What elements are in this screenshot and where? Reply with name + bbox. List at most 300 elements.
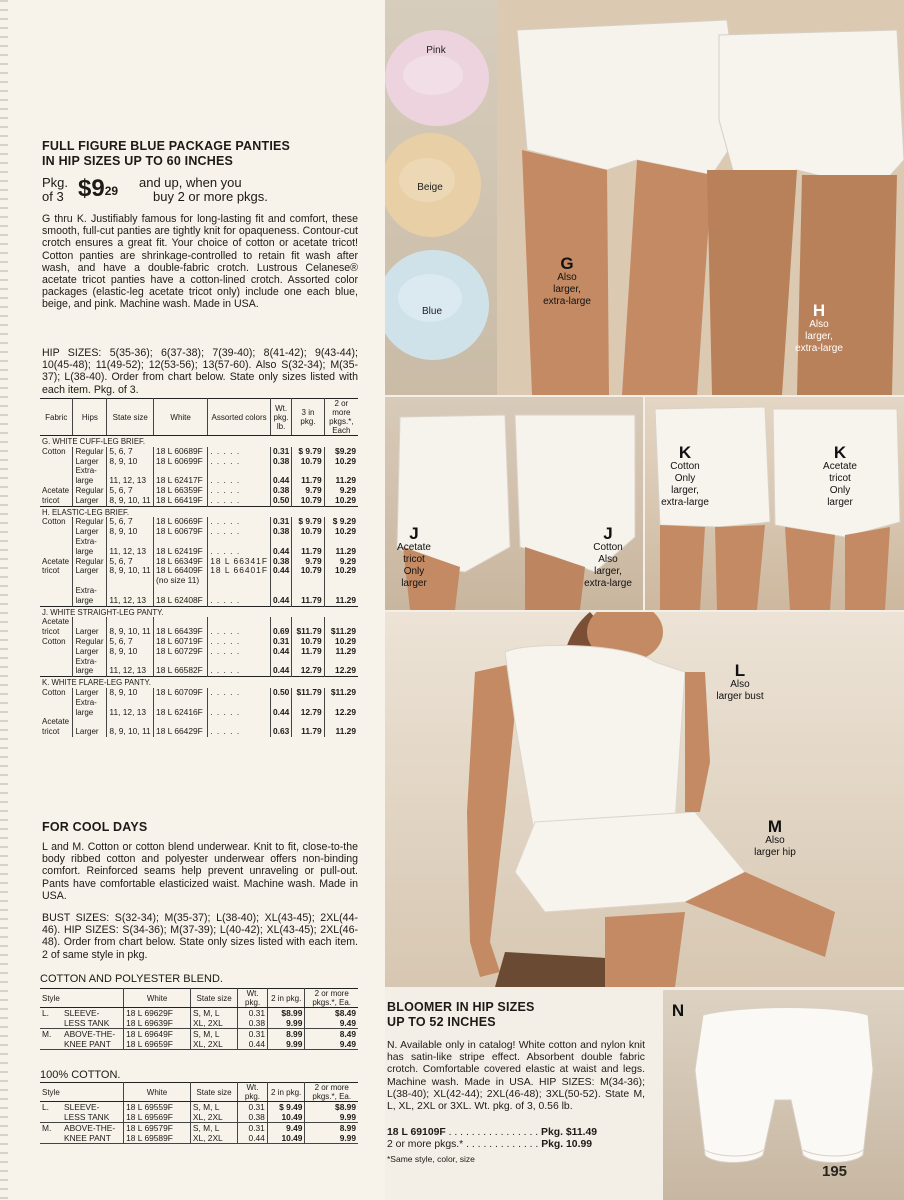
table-cell: 10.29: [335, 635, 356, 646]
caption-k2-line: larger: [827, 497, 853, 508]
table-cell: $9.29: [335, 445, 356, 456]
table-cell: 0.31: [238, 1029, 268, 1040]
panties-title-line1: FULL FIGURE BLUE PACKAGE PANTIES: [42, 139, 291, 153]
caption-k1: [650, 444, 720, 509]
caption-m-line: Also: [765, 835, 785, 846]
table-cell: 18 L 62416F: [154, 708, 208, 718]
table-cell: $11.29: [330, 626, 356, 637]
table-cell: 0.50: [270, 688, 291, 698]
table-cell: 8, 9, 10: [107, 527, 154, 537]
table-cell: Acetate: [40, 617, 73, 627]
table-cell: [40, 457, 73, 467]
caption-l-line: larger bust: [716, 691, 764, 702]
table-cell: $8.99: [335, 1102, 356, 1112]
table-cell: Acetate: [40, 717, 73, 727]
table-cell: 5, 6, 7: [107, 447, 154, 457]
price-cents: 29: [104, 184, 119, 198]
table-cell: [270, 576, 291, 586]
style-cell: [40, 1112, 124, 1123]
table-cell: 11.79: [292, 727, 324, 737]
col-style: Style: [40, 989, 124, 1008]
caption-j1-line: tricot: [403, 554, 425, 565]
table-cell: 9.49: [267, 1123, 305, 1134]
table-cell: 9.29: [339, 555, 356, 566]
style-name: SLEEVE-: [64, 1008, 100, 1018]
table-cell: 18 L 60699F: [154, 457, 208, 467]
col-fabric: Fabric: [40, 399, 73, 436]
table-cell: Acetate: [40, 557, 73, 567]
bloomer-title-line2: UP TO 52 INCHES: [387, 1015, 496, 1029]
table-cell: Extra-: [73, 537, 107, 547]
table-cell: 11.29: [335, 545, 356, 556]
table-cell: Larger: [73, 457, 107, 467]
panties-table-header: [40, 399, 358, 436]
col-3-in-pkg: 3 in pkg.: [292, 399, 324, 436]
table-cell: 18 L 66349F: [154, 557, 208, 567]
table-cell: 18 L 62408F: [154, 596, 208, 606]
table-cell: 18 L 66419F: [154, 496, 208, 506]
table-cell: [40, 647, 73, 657]
blend-subhead: COTTON AND POLYESTER BLEND.: [40, 973, 223, 985]
table-cell: 11.79: [292, 476, 324, 486]
table-cell: 9.49: [305, 1018, 358, 1029]
table-cell: S, M, L: [190, 1102, 237, 1113]
caption-k2-line: Only: [829, 485, 851, 496]
table-cell: 10.29: [335, 526, 356, 537]
table-cell: $8.99: [268, 1008, 305, 1019]
caption-j2-line: Also: [598, 554, 618, 565]
swatch-photo: [385, 0, 497, 395]
price-condition-line2: buy 2 or more pkgs.: [153, 189, 268, 204]
style-letter: M.: [42, 1029, 52, 1039]
panties-sizes: HIP SIZES: 5(35-36); 6(37-38); 7(39-40); 8(41-42); 9(43-44); 10(45-48); 11(49-52); 12(53-56); 13(57-60). Also S(32-34); M(35-37); L(38-40). Order from chart below. State only sizes listed with each item. Pkg. of 3.: [42, 347, 358, 396]
caption-j1-letter: J: [409, 524, 419, 543]
table-cell: tricot: [40, 627, 73, 637]
table-row: [40, 1029, 358, 1040]
table-row: [40, 527, 358, 537]
caption-m-line: larger hip: [754, 847, 796, 858]
table-cell: . . . . .: [208, 517, 271, 527]
table-cell: [40, 586, 73, 596]
table-cell: . . . . .: [208, 476, 271, 486]
photo-k: [645, 397, 904, 610]
table-cell: 8, 9, 10, 11: [107, 727, 154, 737]
table-cell: 8, 9, 10, 11: [107, 496, 154, 506]
table-cell: Larger: [73, 727, 107, 737]
style-name: LESS TANK: [64, 1112, 110, 1122]
table-cell: 0.31: [238, 1102, 268, 1113]
table-cell: 11.29: [335, 475, 356, 486]
cotton-order-table: [40, 1082, 358, 1144]
col-wt-pkg: Wt. pkg.: [238, 989, 268, 1008]
cotton-table-header: [40, 1083, 358, 1102]
style-name: KNEE PANT: [64, 1133, 111, 1143]
table-row: [40, 727, 358, 737]
table-cell: Regular: [73, 637, 107, 647]
caption-k1-line: Cotton: [670, 461, 700, 472]
table-row: [40, 1039, 358, 1050]
table-cell: XL, 2XL: [190, 1112, 237, 1123]
table-cell: Larger: [73, 688, 107, 698]
blend-order-table: [40, 988, 358, 1050]
table-cell: . . . . .: [208, 627, 271, 637]
caption-g-line: Also: [557, 272, 577, 283]
caption-j2: [573, 525, 643, 590]
table-cell: 18 L 66401F: [208, 566, 271, 576]
pkg-label-line2: of 3: [42, 189, 64, 204]
style-letter: M.: [42, 1123, 52, 1133]
table-cell: . . . . .: [208, 547, 271, 557]
table-cell: 11, 12, 13: [107, 666, 154, 676]
style-name: ABOVE-THE-: [64, 1029, 116, 1039]
table-cell: 0.31: [270, 517, 291, 527]
table-cell: 0.44: [270, 547, 291, 557]
table-cell: Larger: [73, 647, 107, 657]
table-cell: . . . . .: [208, 708, 271, 718]
table-cell: [40, 657, 73, 667]
panties-description: G thru K. Justifiably famous for long-lasting fit and comfort, these smooth, full-cut panties are tightly knit for opaqueness. Contour-cut crotch ensures a great fit. Your choice of cotton or acetate tricot! Cotton panties are shrinkage-controlled to retain fit wash after wash, and have a double-fabric crotch. Lustrous Celanese® acetate tricot panties have a cotton-lined crotch. Assorted color packages (elastic-leg acetate tricot only) include one each blue, beige, and pink. Machine wash. Made in USA.: [42, 213, 358, 311]
table-cell: 8.99: [339, 1123, 356, 1133]
table-row: [40, 596, 358, 606]
table-cell: 0.44: [270, 666, 291, 676]
table-row: [40, 666, 358, 676]
table-cell: $ 9.49: [267, 1102, 305, 1113]
caption-k1-line: Only: [674, 473, 696, 484]
table-cell: 0.31: [238, 1123, 268, 1134]
caption-j1-line: larger: [401, 578, 427, 589]
table-cell: [40, 527, 73, 537]
style-cell: [40, 1123, 124, 1134]
table-cell: 0.44: [270, 476, 291, 486]
table-cell: 0.38: [238, 1018, 268, 1029]
table-cell: [208, 576, 271, 586]
col-white: White: [124, 989, 191, 1008]
cool-days-description: L and M. Cotton or cotton blend underwear. Knit to fit, close-to-the body ribbed cotton and polyester underwear offers non-binding comfort. Reinforced seams help prevent unraveling or pull-out. Pants have comfortable elasticized waist. Machine wash. Made in USA.: [42, 841, 358, 902]
caption-l-letter: L: [734, 661, 746, 680]
panties-title: [42, 139, 290, 169]
table-cell: 11, 12, 13: [107, 547, 154, 557]
table-cell: $11.79: [292, 627, 324, 637]
table-cell: 12.29: [335, 665, 356, 676]
style-letter: L.: [42, 1008, 49, 1018]
table-cell: 18 L 69569F: [124, 1112, 191, 1123]
table-cell: $8.49: [335, 1008, 356, 1018]
table-cell: 8.49: [339, 1029, 356, 1039]
col-hips: Hips: [73, 399, 107, 436]
table-cell: 8, 9, 10: [107, 457, 154, 467]
table-cell: 0.44: [270, 708, 291, 718]
table-cell: 0.50: [270, 496, 291, 506]
bloomer-order-line2: [387, 1139, 649, 1151]
table-cell: S, M, L: [190, 1008, 237, 1019]
table-cell: 0.44: [270, 566, 291, 576]
photo-l-m: [385, 612, 904, 987]
table-cell: 12.79: [292, 666, 324, 676]
caption-g-line: larger,: [553, 284, 581, 295]
col-2-or-more: 2 or more pkgs.*, Ea.: [305, 1083, 358, 1102]
table-row: [40, 1133, 358, 1144]
table-row: [40, 576, 358, 586]
blend-table-body: [40, 1008, 358, 1050]
col-2-or-more: 2 or more pkgs.*, Ea.: [305, 989, 358, 1008]
bloomer-title-line1: BLOOMER IN HIP SIZES: [387, 1000, 535, 1014]
table-cell: 8, 9, 10, 11: [107, 627, 154, 637]
table-cell: 18 L 66429F: [154, 727, 208, 737]
table-cell: 5, 6, 7: [107, 517, 154, 527]
style-letter: L.: [42, 1102, 49, 1112]
caption-j1-line: Acetate: [397, 542, 431, 553]
table-cell: 0.38: [270, 486, 291, 496]
table-cell: 18 L 69559F: [124, 1102, 191, 1113]
style-cell: [40, 1133, 124, 1144]
table-cell: 18 L 66359F: [154, 486, 208, 496]
table-cell: 18 L 69579F: [124, 1123, 191, 1134]
table-cell: tricot: [40, 566, 73, 576]
cotton-subhead: 100% COTTON.: [40, 1069, 121, 1081]
table-cell: [292, 576, 324, 586]
table-row: [40, 496, 358, 506]
col-white: White: [154, 399, 208, 436]
caption-k1-line: extra-large: [661, 497, 709, 508]
l-m-illustration: [385, 612, 904, 987]
table-cell: 12.29: [335, 706, 356, 717]
section-title-cell: H. ELASTIC-LEG BRIEF.: [40, 506, 358, 517]
table-cell: 5, 6, 7: [107, 637, 154, 647]
table-cell: 0.31: [238, 1008, 268, 1019]
caption-l: [700, 662, 780, 703]
swatch-illustration: [385, 0, 497, 395]
table-cell: 11.29: [335, 645, 356, 656]
table-cell: . . . . .: [208, 447, 271, 457]
beige-label: Beige: [417, 182, 443, 193]
table-cell: 0.31: [270, 447, 291, 457]
table-cell: XL, 2XL: [190, 1039, 237, 1050]
table-cell: . . . . .: [208, 727, 271, 737]
table-cell: Regular: [73, 557, 107, 567]
style-cell: [40, 1039, 124, 1050]
table-cell: large: [73, 547, 107, 557]
table-cell: 9.99: [268, 1039, 305, 1050]
bloomer-footnote: *Same style, color, size: [387, 1154, 475, 1164]
table-row: [40, 457, 358, 467]
photo-g-h: [497, 0, 904, 395]
bloomer-description: N. Available only in catalog! White cotton and nylon knit has satin-like stripe effect. Absorbent double fabric crotch. Comfortable covered elastic at waist and legs. Machine wash. Made in USA. HIP SIZES: M(34-36); L(38-40); XL(42-44); 2XL(46-48); 3XL(50-52). State M, L, XL, 2XL or 3XL. Wt. pkg. of 3, 0.56 lb.: [387, 1040, 645, 1113]
price-condition-line1: and up, when you: [139, 175, 242, 190]
panties-title-line2: IN HIP SIZES UP TO 60 INCHES: [42, 154, 234, 168]
price-conditions: [139, 176, 268, 204]
table-cell: 18 L 69589F: [124, 1133, 191, 1144]
table-cell: [73, 717, 107, 727]
table-cell: 11.79: [292, 647, 324, 657]
table-cell: Cotton: [40, 688, 73, 698]
caption-k2-line: tricot: [829, 473, 851, 484]
table-cell: $11.29: [330, 686, 356, 697]
table-cell: Larger: [73, 566, 107, 576]
pkg-label: [42, 176, 68, 204]
panties-price: [42, 174, 362, 210]
table-cell: 10.79: [292, 637, 324, 647]
caption-k1-letter: K: [678, 443, 692, 462]
table-cell: 18 L 66439F: [154, 627, 208, 637]
table-cell: Cotton: [40, 517, 73, 527]
table-cell: [40, 596, 73, 606]
col-2-or-more: 2 or more pkgs.*, Each: [324, 399, 358, 436]
table-cell: 10.29: [335, 455, 356, 466]
table-cell: 18 L 66341F: [208, 557, 271, 567]
style-name: SLEEVE-: [64, 1102, 100, 1112]
table-cell: [40, 476, 73, 486]
caption-n-letter: N: [671, 1001, 685, 1020]
table-cell: . . . . .: [208, 637, 271, 647]
table-cell: 18 L 62417F: [154, 476, 208, 486]
col-state-size: State size: [190, 989, 237, 1008]
table-cell: S, M, L: [190, 1123, 237, 1134]
table-cell: Larger: [73, 496, 107, 506]
col-assorted: Assorted colors: [208, 399, 271, 436]
table-cell: 18 L 69639F: [124, 1018, 191, 1029]
table-cell: 9.99: [305, 1133, 358, 1144]
table-cell: $ 9.79: [292, 447, 324, 457]
table-cell: [107, 576, 154, 586]
table-cell: [40, 576, 73, 586]
caption-k2-line: Acetate: [823, 461, 857, 472]
section-title-cell: K. WHITE FLARE-LEG PANTY.: [40, 677, 358, 688]
col-2-in-pkg: 2 in pkg.: [268, 989, 305, 1008]
col-wt-pkg: Wt. pkg.: [238, 1083, 268, 1102]
table-cell: Extra-: [73, 586, 107, 596]
table-cell: . . . . .: [208, 596, 271, 606]
bloomer-price-multi: Pkg. 10.99: [541, 1139, 593, 1150]
table-cell: Acetate: [40, 486, 73, 496]
table-cell: 0.44: [238, 1133, 268, 1144]
table-cell: 0.31: [270, 637, 291, 647]
table-cell: 18 L 69649F: [124, 1029, 191, 1040]
table-cell: 11.29: [335, 726, 356, 737]
table-cell: 18 L 60709F: [154, 688, 208, 698]
caption-k2-letter: K: [833, 443, 847, 462]
style-name: ABOVE-THE-: [64, 1123, 116, 1133]
table-cell: 11, 12, 13: [107, 476, 154, 486]
table-cell: . . . . .: [208, 457, 271, 467]
table-row: [40, 1123, 358, 1134]
table-cell: [40, 698, 73, 708]
table-cell: . . . . .: [208, 496, 271, 506]
table-row: [40, 1008, 358, 1019]
caption-j1: [385, 525, 443, 590]
section-title-cell: G. WHITE CUFF-LEG BRIEF.: [40, 436, 358, 447]
table-row: [40, 1102, 358, 1113]
table-cell: large: [73, 596, 107, 606]
caption-m-letter: M: [767, 817, 783, 836]
bloomer-multi-label: 2 or more pkgs.*: [387, 1139, 464, 1150]
table-cell: 9.29: [339, 484, 356, 495]
table-cell: 18 L 69629F: [124, 1008, 191, 1019]
col-state-size: State size: [190, 1083, 237, 1102]
table-cell: [324, 576, 358, 586]
bloomer-order-line1: [387, 1127, 649, 1139]
table-cell: . . . . .: [208, 527, 271, 537]
table-row: [40, 566, 358, 576]
table-cell: 11, 12, 13: [107, 596, 154, 606]
caption-h: [779, 302, 859, 355]
style-cell: [40, 1008, 124, 1019]
caption-g-line: extra-large: [543, 296, 591, 307]
price-dollars: $9: [78, 175, 105, 202]
table-cell: 8, 9, 10: [107, 688, 154, 698]
table-cell: $ 9.79: [292, 517, 324, 527]
table-cell: 18 L 60669F: [154, 517, 208, 527]
caption-j1-line: Only: [403, 566, 425, 577]
table-cell: large: [73, 666, 107, 676]
caption-h-line: Also: [809, 319, 829, 330]
table-cell: [40, 466, 73, 476]
caption-j2-line: larger,: [594, 566, 622, 577]
table-cell: Regular: [73, 447, 107, 457]
table-cell: Regular: [73, 486, 107, 496]
table-cell: 9.99: [268, 1018, 305, 1029]
section-title-cell: J. WHITE STRAIGHT-LEG PANTY.: [40, 606, 358, 617]
bloomer-title: [387, 1000, 535, 1030]
table-cell: . . . . .: [208, 486, 271, 496]
table-cell: [40, 537, 73, 547]
table-cell: 11.29: [335, 594, 356, 605]
table-cell: 11, 12, 13: [107, 708, 154, 718]
style-cell: [40, 1018, 124, 1029]
caption-h-line: larger,: [805, 331, 833, 342]
style-name: KNEE PANT: [64, 1039, 111, 1049]
table-cell: 10.79: [292, 566, 324, 576]
caption-m: [735, 818, 815, 859]
table-cell: 10.29: [335, 565, 356, 576]
table-cell: 9.99: [305, 1112, 358, 1123]
table-row: [40, 647, 358, 657]
table-cell: 0.69: [270, 627, 291, 637]
col-style: Style: [40, 1083, 124, 1102]
table-cell: XL, 2XL: [190, 1018, 237, 1029]
n-illustration: [663, 990, 904, 1200]
table-cell: $ 9.29: [332, 516, 356, 527]
col-2-in-pkg: 2 in pkg.: [267, 1083, 305, 1102]
table-cell: XL, 2XL: [190, 1133, 237, 1144]
table-cell: Cotton: [40, 447, 73, 457]
table-row: [40, 708, 358, 718]
col-state-size: State size: [107, 399, 154, 436]
pkg-label-line1: Pkg.: [42, 175, 69, 190]
table-cell: 0.38: [270, 557, 291, 567]
table-row: [40, 1112, 358, 1123]
table-cell: Regular: [73, 517, 107, 527]
caption-g-letter: G: [560, 254, 574, 273]
table-cell: $11.79: [292, 688, 324, 698]
table-cell: 18 L 66582F: [154, 666, 208, 676]
table-cell: [40, 708, 73, 718]
table-cell: 0.44: [270, 596, 291, 606]
cotton-table-body: [40, 1102, 358, 1144]
table-cell: 10.49: [267, 1133, 305, 1144]
style-cell: [40, 1029, 124, 1040]
table-cell: large: [73, 708, 107, 718]
table-cell: 10.29: [335, 494, 356, 505]
table-cell: 5, 6, 7: [107, 557, 154, 567]
table-cell: 0.38: [270, 527, 291, 537]
cool-days-title: FOR COOL DAYS: [42, 820, 148, 834]
col-white: White: [124, 1083, 191, 1102]
perforation-edge: [0, 0, 8, 1200]
panties-table-body: [40, 436, 358, 737]
table-cell: [73, 576, 107, 586]
table-cell: 8.99: [268, 1029, 305, 1040]
table-cell: 9.49: [305, 1039, 358, 1050]
